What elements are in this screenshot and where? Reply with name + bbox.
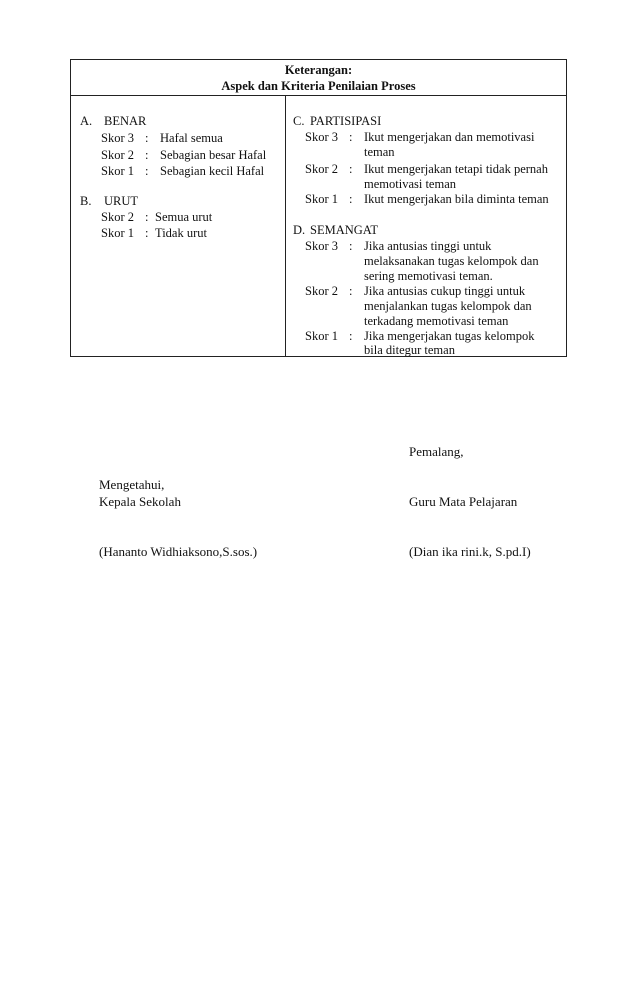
section-c-row-sep: : (349, 130, 353, 144)
section-d-row-skor: Skor 1 (305, 329, 338, 343)
section-d-title: SEMANGAT (310, 223, 379, 237)
section-a-row-sep: : (145, 131, 149, 145)
section-d-marker: D. (293, 223, 306, 237)
signature-place: Pemalang, (409, 444, 464, 459)
section-b-title: URUT (104, 194, 139, 208)
section-d-row-skor: Skor 2 (305, 284, 338, 298)
section-d-row-desc-cont: sering memotivasi teman. (364, 269, 493, 283)
section-c-row-sep: : (349, 192, 353, 206)
section-d-row-skor: Skor 3 (305, 239, 338, 253)
section-d-row-desc-cont: terkadang memotivasi teman (364, 314, 509, 328)
section-a-row-desc: Sebagian kecil Hafal (160, 164, 265, 178)
section-a-row-skor: Skor 2 (101, 148, 134, 162)
section-b-marker: B. (80, 194, 92, 208)
column-divider (285, 96, 286, 357)
section-d-row-desc-cont: melaksanakan tugas kelompok dan (364, 254, 539, 268)
table-header (71, 60, 566, 96)
section-b-row-desc: Semua urut (155, 210, 213, 224)
section-a-title: BENAR (104, 114, 147, 128)
signature-teacher-name: (Dian ika rini.k, S.pd.I) (409, 544, 531, 559)
section-a-row-skor: Skor 3 (101, 131, 134, 145)
section-d-row-desc-cont: bila ditegur teman (364, 343, 455, 357)
section-d-row-sep: : (349, 239, 353, 253)
section-d-row-sep: : (349, 329, 353, 343)
section-c-row-skor: Skor 1 (305, 192, 338, 206)
section-c-title: PARTISIPASI (310, 114, 382, 128)
section-c-marker: C. (293, 114, 305, 128)
section-d-row-desc: Jika antusias cukup tinggi untuk (364, 284, 526, 298)
section-a-row-sep: : (145, 164, 149, 178)
section-b-row-sep: : (145, 210, 149, 224)
section-c-row-desc: Ikut mengerjakan tetapi tidak pernah (364, 162, 548, 176)
section-a-row-sep: : (145, 148, 149, 162)
signature-acknowledged: Mengetahui, (99, 477, 165, 492)
signature-principal-name: (Hananto Widhiaksono,S.sos.) (99, 544, 258, 559)
section-b-row-desc: Tidak urut (155, 226, 207, 240)
section-c-row-skor: Skor 3 (305, 130, 338, 144)
section-c-row-sep: : (349, 162, 353, 176)
section-a-row-skor: Skor 1 (101, 164, 134, 178)
criteria-table (70, 59, 567, 357)
section-b-row-skor: Skor 2 (101, 210, 134, 224)
section-c-row-desc: Ikut mengerjakan bila diminta teman (364, 192, 549, 206)
section-d-row-desc: Jika mengerjakan tugas kelompok (364, 329, 535, 343)
section-c-row-skor: Skor 2 (305, 162, 338, 176)
signature-principal-role: Kepala Sekolah (99, 494, 181, 509)
section-c-row-desc-cont: teman (364, 145, 395, 159)
section-c-row-desc-cont: memotivasi teman (364, 177, 456, 191)
section-a-row-desc: Hafal semua (160, 131, 223, 145)
table-title: Keterangan: (284, 63, 353, 77)
signature-teacher-role: Guru Mata Pelajaran (409, 494, 518, 509)
section-c-row-desc: Ikut mengerjakan dan memotivasi (364, 130, 535, 144)
section-d-row-desc: Jika antusias tinggi untuk (364, 239, 492, 253)
section-b-row-skor: Skor 1 (101, 226, 134, 240)
section-d-row-sep: : (349, 284, 353, 298)
section-a-row-desc: Sebagian besar Hafal (160, 148, 267, 162)
section-b-row-sep: : (145, 226, 149, 240)
table-subtitle: Aspek dan Kriteria Penilaian Proses (221, 79, 416, 93)
section-d-row-desc-cont: menjalankan tugas kelompok dan (364, 299, 532, 313)
section-a-marker: A. (80, 114, 93, 128)
